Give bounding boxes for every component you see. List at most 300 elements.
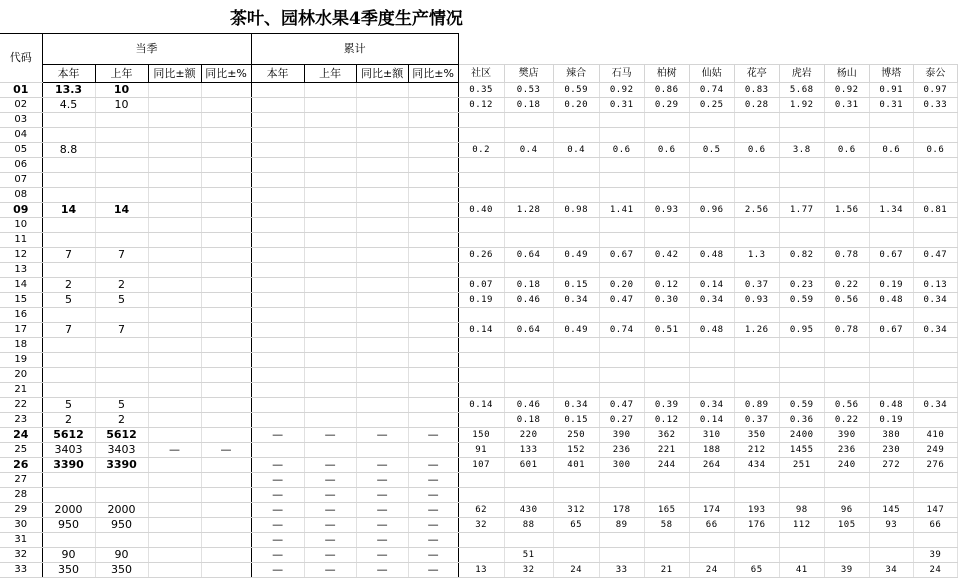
region-cell: [869, 338, 913, 353]
quarter-cell: [201, 563, 251, 578]
region-cell: 24: [553, 563, 599, 578]
cumulative-cell: [356, 383, 408, 398]
cumulative-cell: [356, 278, 408, 293]
region-cell: 0.29: [644, 98, 689, 113]
row-code: 19: [0, 353, 42, 368]
region-cell: [644, 113, 689, 128]
quarter-cell: 5612: [95, 428, 148, 443]
cumulative-cell: [251, 203, 304, 218]
region-cell: [734, 173, 779, 188]
region-cell: 3.8: [779, 143, 824, 158]
region-cell: [599, 173, 644, 188]
quarter-cell: [42, 173, 95, 188]
region-cell: [913, 533, 957, 548]
table-row: [0, 338, 958, 353]
quarter-cell: [148, 398, 201, 413]
quarter-cell: 950: [95, 518, 148, 533]
region-cell: [734, 113, 779, 128]
region-cell: 312: [553, 503, 599, 518]
cumulative-cell: [251, 413, 304, 428]
quarter-cell: [148, 353, 201, 368]
row-code: 16: [0, 308, 42, 323]
region-cell: [504, 128, 553, 143]
region-cell: 34: [869, 563, 913, 578]
quarter-cell: 350: [95, 563, 148, 578]
cumulative-col-header-2: 同比±额: [356, 65, 408, 83]
region-header-4: 柏树: [644, 65, 689, 83]
region-cell: [869, 473, 913, 488]
region-cell: 0.34: [689, 398, 734, 413]
region-cell: [458, 233, 504, 248]
region-cell: 0.6: [824, 143, 869, 158]
cumulative-cell: [304, 413, 356, 428]
region-cell: 0.31: [824, 98, 869, 113]
region-cell: [689, 158, 734, 173]
table-row: [0, 473, 958, 488]
quarter-cell: [148, 383, 201, 398]
region-cell: 0.67: [869, 248, 913, 263]
region-cell: [458, 413, 504, 428]
region-cell: [553, 173, 599, 188]
region-cell: 0.59: [779, 293, 824, 308]
cumulative-cell: [408, 203, 458, 218]
region-cell: 0.33: [913, 98, 957, 113]
cumulative-cell: [356, 218, 408, 233]
region-cell: [553, 263, 599, 278]
region-cell: [734, 233, 779, 248]
quarter-cell: [42, 113, 95, 128]
cumulative-cell: —: [251, 428, 304, 443]
region-cell: 1.77: [779, 203, 824, 218]
cumulative-cell: [304, 188, 356, 203]
region-cell: 0.74: [599, 323, 644, 338]
region-cell: 0.4: [553, 143, 599, 158]
region-cell: [779, 533, 824, 548]
region-cell: 220: [504, 428, 553, 443]
cumulative-cell: [356, 308, 408, 323]
region-cell: 41: [779, 563, 824, 578]
region-cell: [779, 218, 824, 233]
cumulative-cell: [304, 173, 356, 188]
region-cell: [869, 263, 913, 278]
cumulative-cell: —: [408, 458, 458, 473]
region-cell: 0.56: [824, 398, 869, 413]
region-cell: [869, 353, 913, 368]
cumulative-cell: [251, 218, 304, 233]
quarter-col-header-1: 上年: [95, 65, 148, 83]
region-cell: [913, 158, 957, 173]
table-row: [0, 563, 958, 578]
quarter-cell: 5: [95, 398, 148, 413]
cumulative-cell: [408, 293, 458, 308]
cumulative-cell: [408, 188, 458, 203]
region-cell: 0.19: [458, 293, 504, 308]
region-cell: [913, 113, 957, 128]
cumulative-cell: —: [304, 518, 356, 533]
region-cell: [913, 338, 957, 353]
region-cell: 1.34: [869, 203, 913, 218]
region-cell: [458, 188, 504, 203]
region-cell: 165: [644, 503, 689, 518]
region-cell: 0.97: [913, 83, 957, 98]
cumulative-cell: [408, 398, 458, 413]
cumulative-cell: [356, 158, 408, 173]
region-cell: [869, 488, 913, 503]
quarter-cell: 3403: [42, 443, 95, 458]
quarter-cell: [201, 113, 251, 128]
quarter-cell: [148, 503, 201, 518]
region-cell: [599, 158, 644, 173]
region-cell: 145: [869, 503, 913, 518]
region-cell: 0.25: [689, 98, 734, 113]
region-cell: [644, 473, 689, 488]
region-cell: [913, 218, 957, 233]
region-cell: 0.34: [913, 398, 957, 413]
quarter-cell: [201, 548, 251, 563]
region-cell: [599, 338, 644, 353]
region-cell: 0.39: [644, 398, 689, 413]
cumulative-cell: —: [304, 473, 356, 488]
cumulative-cell: —: [408, 488, 458, 503]
region-cell: [779, 308, 824, 323]
cumulative-cell: —: [304, 488, 356, 503]
region-cell: 112: [779, 518, 824, 533]
region-cell: 0.93: [644, 203, 689, 218]
row-code: 29: [0, 503, 42, 518]
region-cell: [644, 158, 689, 173]
region-cell: [824, 353, 869, 368]
region-cell: [458, 533, 504, 548]
row-code: 08: [0, 188, 42, 203]
quarter-cell: 2000: [42, 503, 95, 518]
cumulative-cell: [356, 353, 408, 368]
cumulative-cell: [408, 83, 458, 98]
region-cell: [734, 383, 779, 398]
row-code: 13: [0, 263, 42, 278]
region-cell: [644, 533, 689, 548]
region-cell: [644, 368, 689, 383]
region-cell: [553, 533, 599, 548]
table-row: [0, 263, 958, 278]
region-cell: [869, 113, 913, 128]
cumulative-cell: —: [408, 428, 458, 443]
table-row: [0, 548, 958, 563]
region-cell: 0.81: [913, 203, 957, 218]
cumulative-cell: [408, 278, 458, 293]
region-cell: [779, 158, 824, 173]
quarter-cell: [201, 518, 251, 533]
region-cell: 21: [644, 563, 689, 578]
region-cell: 0.14: [458, 323, 504, 338]
region-cell: [913, 413, 957, 428]
quarter-cell: [42, 128, 95, 143]
region-cell: [458, 263, 504, 278]
cumulative-cell: [408, 218, 458, 233]
region-cell: 0.35: [458, 83, 504, 98]
region-cell: [779, 473, 824, 488]
cumulative-cell: —: [408, 503, 458, 518]
row-code: 32: [0, 548, 42, 563]
region-cell: 250: [553, 428, 599, 443]
region-cell: [734, 338, 779, 353]
region-cell: [458, 128, 504, 143]
quarter-cell: [148, 338, 201, 353]
cumulative-cell: [251, 173, 304, 188]
region-cell: 193: [734, 503, 779, 518]
region-cell: 0.93: [734, 293, 779, 308]
region-cell: [644, 488, 689, 503]
quarter-cell: 5: [95, 293, 148, 308]
region-cell: [458, 368, 504, 383]
cumulative-cell: [304, 323, 356, 338]
region-cell: [553, 473, 599, 488]
region-cell: 0.42: [644, 248, 689, 263]
region-header-5: 仙姑: [689, 65, 734, 83]
region-cell: [869, 128, 913, 143]
quarter-cell: [95, 173, 148, 188]
quarter-cell: [42, 263, 95, 278]
table-row: [0, 533, 958, 548]
row-code: 17: [0, 323, 42, 338]
region-cell: 1.3: [734, 248, 779, 263]
region-cell: [913, 488, 957, 503]
quarter-cell: [201, 83, 251, 98]
row-code: 02: [0, 98, 42, 113]
quarter-cell: [201, 308, 251, 323]
row-code: 24: [0, 428, 42, 443]
header-blank: [458, 34, 957, 65]
table-row: [0, 143, 958, 158]
region-cell: [504, 113, 553, 128]
row-code: 05: [0, 143, 42, 158]
quarter-cell: [148, 563, 201, 578]
region-cell: 133: [504, 443, 553, 458]
region-cell: [553, 113, 599, 128]
region-cell: [824, 188, 869, 203]
row-code: 12: [0, 248, 42, 263]
quarter-cell: [95, 353, 148, 368]
cumulative-cell: [304, 383, 356, 398]
region-cell: [644, 383, 689, 398]
region-cell: 0.48: [869, 398, 913, 413]
region-cell: 39: [824, 563, 869, 578]
region-header-10: 泰公: [913, 65, 957, 83]
quarter-cell: [95, 113, 148, 128]
region-cell: [913, 128, 957, 143]
region-cell: [599, 113, 644, 128]
table-row: [0, 113, 958, 128]
cumulative-cell: [408, 413, 458, 428]
region-cell: 24: [913, 563, 957, 578]
cumulative-cell: —: [356, 488, 408, 503]
region-cell: [599, 368, 644, 383]
cumulative-cell: [251, 263, 304, 278]
row-code: 23: [0, 413, 42, 428]
region-cell: 0.14: [689, 278, 734, 293]
region-cell: 0.48: [689, 248, 734, 263]
region-cell: 1455: [779, 443, 824, 458]
quarter-cell: [148, 188, 201, 203]
quarter-cell: [201, 338, 251, 353]
region-cell: [504, 308, 553, 323]
cumulative-cell: [408, 383, 458, 398]
cumulative-cell: —: [251, 488, 304, 503]
region-cell: 264: [689, 458, 734, 473]
table-row: [0, 203, 958, 218]
region-cell: 0.31: [599, 98, 644, 113]
quarter-cell: 10: [95, 83, 148, 98]
region-cell: [599, 308, 644, 323]
region-cell: 0.19: [869, 413, 913, 428]
cumulative-cell: [304, 398, 356, 413]
cumulative-cell: —: [304, 503, 356, 518]
region-cell: [504, 173, 553, 188]
region-cell: 107: [458, 458, 504, 473]
region-cell: 0.64: [504, 323, 553, 338]
cumulative-cell: [356, 413, 408, 428]
region-cell: 0.59: [779, 398, 824, 413]
quarter-header: 当季: [42, 34, 251, 65]
region-cell: [504, 353, 553, 368]
region-cell: 434: [734, 458, 779, 473]
region-cell: 0.64: [504, 248, 553, 263]
region-cell: [869, 158, 913, 173]
table-row: [0, 353, 958, 368]
region-cell: [644, 233, 689, 248]
quarter-cell: [201, 353, 251, 368]
region-cell: [824, 173, 869, 188]
region-cell: 0.15: [553, 413, 599, 428]
region-cell: [689, 353, 734, 368]
cumulative-cell: —: [251, 473, 304, 488]
region-cell: [869, 383, 913, 398]
table-row: [0, 413, 958, 428]
table-row: [0, 248, 958, 263]
quarter-cell: [148, 293, 201, 308]
region-cell: [824, 233, 869, 248]
cumulative-cell: —: [356, 458, 408, 473]
quarter-cell: [148, 248, 201, 263]
quarter-cell: [201, 368, 251, 383]
cumulative-cell: —: [304, 428, 356, 443]
cumulative-cell: [408, 353, 458, 368]
region-header-7: 虎岩: [779, 65, 824, 83]
region-cell: [504, 338, 553, 353]
table-row: [0, 383, 958, 398]
quarter-cell: —: [148, 443, 201, 458]
region-cell: [913, 383, 957, 398]
region-cell: 0.14: [689, 413, 734, 428]
cumulative-cell: [356, 443, 408, 458]
cumulative-cell: [304, 113, 356, 128]
region-cell: [689, 173, 734, 188]
region-cell: [689, 233, 734, 248]
region-cell: [824, 533, 869, 548]
region-cell: [458, 488, 504, 503]
region-cell: [824, 488, 869, 503]
region-cell: [824, 548, 869, 563]
cumulative-cell: [356, 368, 408, 383]
quarter-cell: [148, 308, 201, 323]
region-cell: 0.49: [553, 248, 599, 263]
quarter-cell: [95, 308, 148, 323]
cumulative-cell: —: [356, 503, 408, 518]
region-cell: [553, 158, 599, 173]
cumulative-cell: [356, 323, 408, 338]
region-cell: [458, 338, 504, 353]
quarter-cell: [95, 143, 148, 158]
region-cell: [913, 308, 957, 323]
region-cell: [689, 128, 734, 143]
quarter-cell: [148, 83, 201, 98]
region-cell: [779, 173, 824, 188]
region-cell: 152: [553, 443, 599, 458]
quarter-cell: [201, 203, 251, 218]
region-header-6: 花亭: [734, 65, 779, 83]
region-cell: 176: [734, 518, 779, 533]
cumulative-cell: —: [251, 458, 304, 473]
region-cell: [824, 383, 869, 398]
row-code: 33: [0, 563, 42, 578]
region-cell: 1.26: [734, 323, 779, 338]
region-cell: 0.47: [913, 248, 957, 263]
quarter-col-header-0: 本年: [42, 65, 95, 83]
cumulative-cell: —: [251, 563, 304, 578]
region-cell: [779, 233, 824, 248]
cumulative-cell: [251, 308, 304, 323]
region-cell: [869, 533, 913, 548]
region-cell: [553, 218, 599, 233]
region-cell: 300: [599, 458, 644, 473]
quarter-cell: 7: [95, 248, 148, 263]
region-header-0: 社区: [458, 65, 504, 83]
region-cell: 0.18: [504, 98, 553, 113]
region-cell: 0.98: [553, 203, 599, 218]
region-cell: [913, 233, 957, 248]
region-cell: 66: [689, 518, 734, 533]
region-cell: 188: [689, 443, 734, 458]
table-row: [0, 398, 958, 413]
quarter-cell: [148, 548, 201, 563]
region-cell: 0.19: [869, 278, 913, 293]
quarter-cell: [42, 353, 95, 368]
region-cell: [689, 188, 734, 203]
region-cell: 33: [599, 563, 644, 578]
quarter-cell: 14: [95, 203, 148, 218]
region-cell: 0.48: [689, 323, 734, 338]
region-cell: [734, 368, 779, 383]
region-cell: 276: [913, 458, 957, 473]
region-cell: [779, 353, 824, 368]
region-cell: [553, 308, 599, 323]
region-cell: 221: [644, 443, 689, 458]
region-cell: 244: [644, 458, 689, 473]
quarter-cell: [42, 383, 95, 398]
cumulative-cell: [251, 113, 304, 128]
region-cell: [824, 158, 869, 173]
region-cell: 0.22: [824, 413, 869, 428]
table-row: [0, 278, 958, 293]
region-cell: 0.78: [824, 323, 869, 338]
cumulative-cell: [356, 83, 408, 98]
cumulative-cell: [251, 368, 304, 383]
region-cell: 96: [824, 503, 869, 518]
quarter-cell: [42, 188, 95, 203]
cumulative-cell: [251, 323, 304, 338]
region-cell: 0.20: [553, 98, 599, 113]
region-cell: [734, 473, 779, 488]
table-row: [0, 503, 958, 518]
